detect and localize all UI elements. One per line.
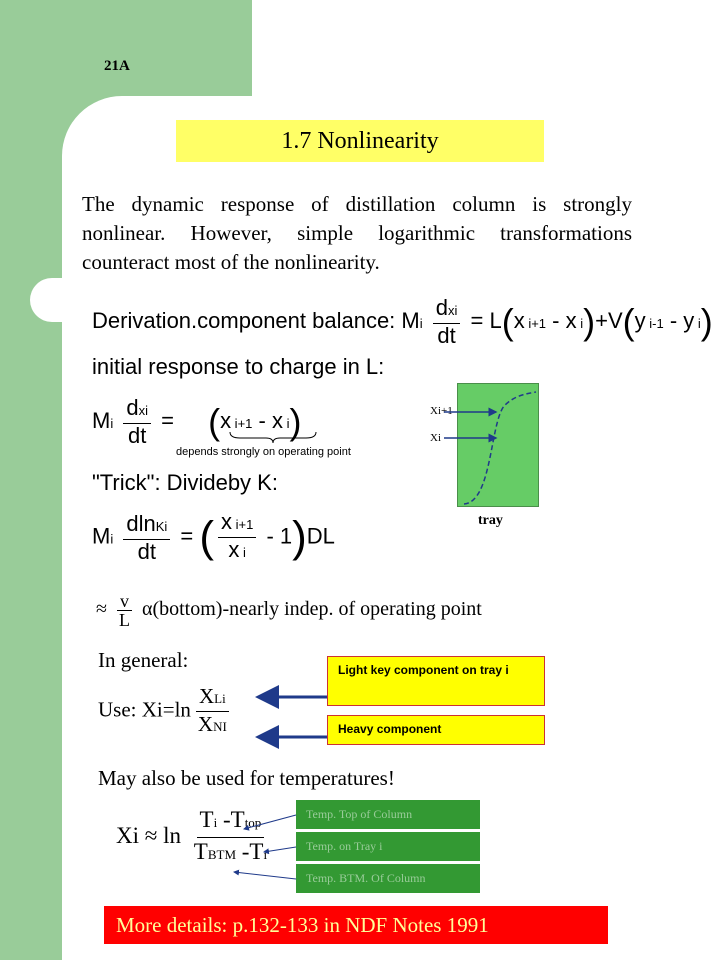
- trick-label: "Trick": Divideby K:: [92, 470, 278, 495]
- temp-btm-arrow: [234, 872, 296, 879]
- intro-paragraph: The dynamic response of distillation column is strongly nonlinear. However, simple logarithmic transformations counteract most of the nonlinearity.: [82, 192, 632, 274]
- tray-label: tray: [478, 513, 503, 528]
- slide-title: 1.7 Nonlinearity: [176, 120, 544, 162]
- initial-response-label: initial response to charge in L:: [92, 354, 385, 379]
- depends-note: depends strongly on operating point: [176, 446, 351, 458]
- temps-text: May also be used for temperatures!: [98, 766, 395, 790]
- temp-btm-callout: Temp. BTM. Of Column: [296, 864, 480, 893]
- equation-initial: Mi $\frac{\text{dxi}}{dt}$ = (x i+1 - x i): [92, 395, 302, 448]
- slide-number: 21A: [104, 58, 130, 74]
- derivation-label: Derivation.component balance:: [92, 307, 396, 333]
- general-label: In general:: [98, 648, 189, 672]
- temp-top-arrow: [244, 815, 296, 829]
- equation-temps: Xi ≈ ln $\frac{\text{Ti -Ttop}}{\text{TBTM -Ti}}$: [116, 807, 268, 864]
- use-label: Use: Xi=ln: [98, 697, 191, 722]
- heavy-callout: Heavy component: [327, 715, 545, 745]
- approx-line: ≈ $\frac{v}{L}$ α(bottom)-nearly indep. of operating point: [96, 591, 482, 630]
- xi1-label: Xi+1: [430, 405, 453, 417]
- equation-use: Use: Xi=ln $\frac{\text{XLi}}{\text{XNI}}$: [98, 684, 227, 736]
- approx-text: (bottom)-nearly indep. of operating point: [152, 598, 482, 621]
- temp-top-callout: Temp. Top of Column: [296, 800, 480, 829]
- equation-derivation: Derivation.component balance: Mi $\frac{\text{dxi}}{dt}$ = L(x i+1 - x i)+V(y i-1 - y i): [92, 295, 713, 348]
- temp-tray-arrow: [264, 847, 296, 852]
- light-key-callout: Light key component on tray i: [327, 656, 545, 706]
- footer-note: More details: p.132-133 in NDF Notes 1991: [104, 906, 608, 944]
- temp-tray-callout: Temp. on Tray i: [296, 832, 480, 861]
- xi-label: Xi: [430, 432, 441, 444]
- equation-trick: Mi $\frac{\text{dlnKi}}{dt}$ = ( $\frac{\text{x i+1}}{\text{x i}}$ - 1)DL: [92, 509, 335, 564]
